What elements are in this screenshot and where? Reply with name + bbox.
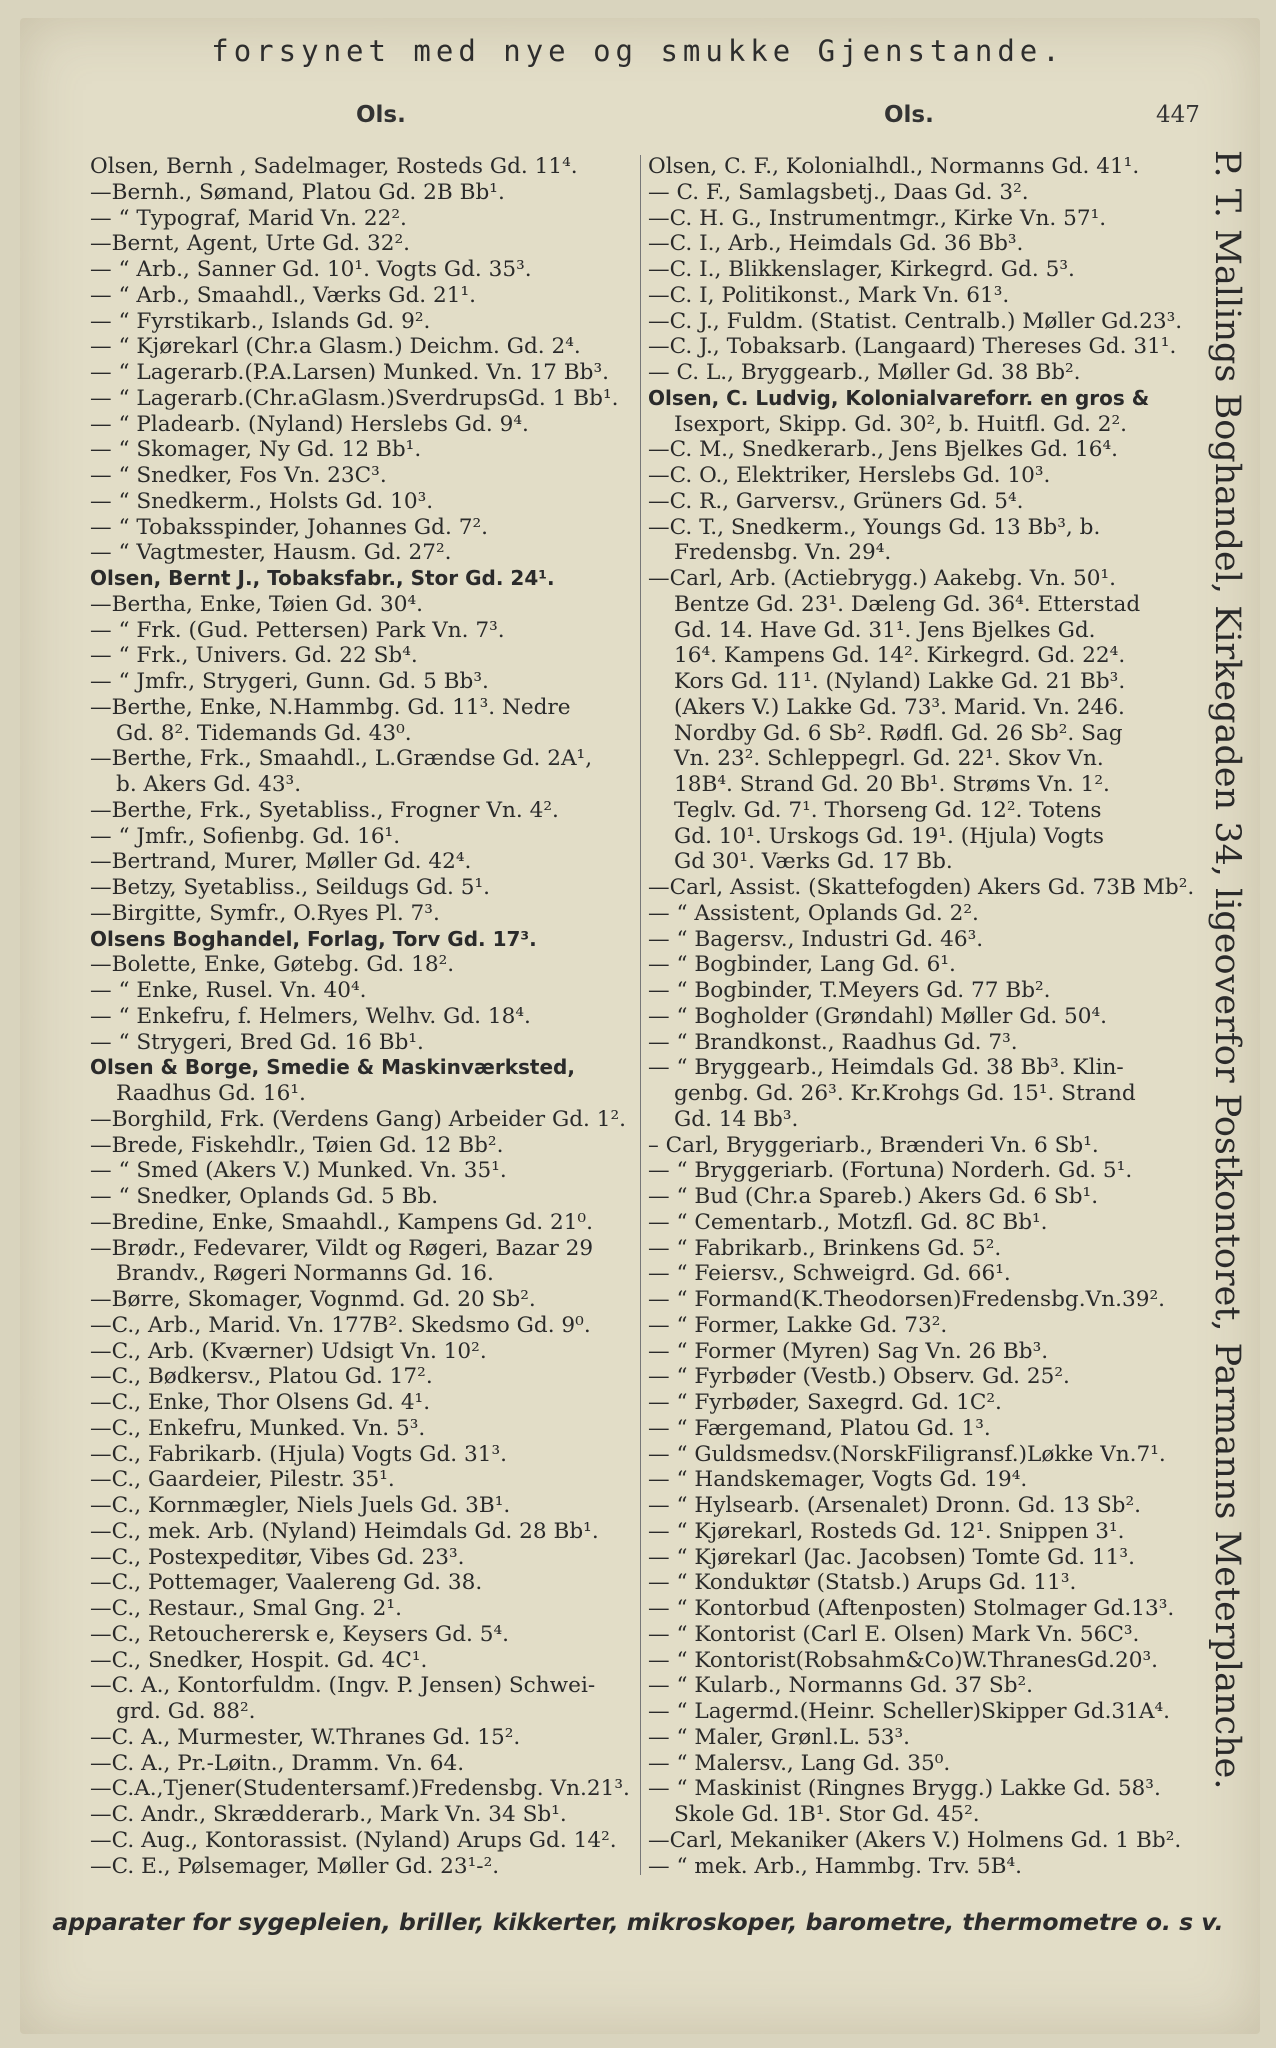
directory-entry-line: —Berthe, Frk., Syetabliss., Frogner Vn. 4².: [90, 797, 559, 823]
directory-entry-line: —C., Fabrikarb. (Hjula) Vogts Gd. 31³.: [90, 1441, 507, 1467]
directory-entry-line: — C. L., Bryggearb., Møller Gd. 38 Bb².: [648, 360, 1081, 385]
directory-entry-line: —Bertrand, Murer, Møller Gd. 42⁴.: [90, 849, 472, 875]
directory-entry-line: Skole Gd. 1B¹. Stor Gd. 45².: [674, 1802, 980, 1827]
directory-entry-line: b. Akers Gd. 43³.: [116, 772, 302, 797]
directory-entry-line: genbg. Gd. 26³. Kr.Krohgs Gd. 15¹. Strand: [674, 1081, 1136, 1106]
directory-entry-line: Teglv. Gd. 7¹. Thorseng Gd. 12². Totens: [674, 797, 1102, 823]
directory-entry-line: — “ Smed (Akers V.) Munked. Vn. 35¹.: [90, 1158, 507, 1184]
directory-entry-line: — “ Maler, Grønl.L. 53³.: [648, 1724, 911, 1750]
directory-entry-line: — “ Frk. (Gud. Pettersen) Park Vn. 7³.: [90, 617, 505, 643]
left-column: [90, 154, 642, 1905]
directory-entry-line: — “ Strygeri, Bred Gd. 16 Bb¹.: [90, 1029, 424, 1055]
directory-entry-line: —C. T., Snedkerm., Youngs Gd. 13 Bb³, b.: [648, 514, 1101, 540]
directory-entry-line: Olsen, Bernh , Sadelmager, Rosteds Gd. 11⁴.: [90, 154, 578, 179]
directory-entry-line: — “ Bud (Chr.a Spareb.) Akers Gd. 6 Sb¹.: [648, 1184, 1099, 1209]
page-number: 447: [1156, 102, 1200, 128]
directory-entry-line: — “ Pladearb. (Nyland) Herslebs Gd. 9⁴.: [90, 411, 529, 437]
directory-entry-line: —C., Restaur., Smal Gng. 2¹.: [90, 1596, 402, 1621]
directory-entry-line: —Bertha, Enke, Tøien Gd. 30⁴.: [90, 591, 423, 617]
right-column: [648, 154, 1196, 1879]
directory-entry-line: — “ Maskinist (Ringnes Brygg.) Lakke Gd. 58³.: [648, 1776, 1161, 1802]
directory-entry-line: Nordby Gd. 6 Sb². Rødfl. Gd. 26 Sb². Sag: [674, 720, 1123, 746]
directory-entry-line: —C. I., Blikkenslager, Kirkegrd. Gd. 5³.: [648, 257, 1075, 282]
directory-entry-line: — “ Formand(K.Theodorsen)Fredensbg.Vn.39².: [648, 1287, 1165, 1312]
directory-entry-line: — “ Fyrbøder (Vestb.) Observ. Gd. 25².: [648, 1364, 1070, 1390]
directory-entry-line: —C. A., Pr.-Løitn., Dramm. Vn. 64.: [90, 1750, 465, 1776]
directory-entry-line: Gd. 10¹. Urskogs Gd. 19¹. (Hjula) Vogts: [674, 823, 1104, 849]
directory-entry-line: — “ Handskemager, Vogts Gd. 19⁴.: [648, 1467, 1028, 1493]
directory-entry-line: —C., Postexpeditør, Vibes Gd. 23³.: [90, 1544, 465, 1570]
directory-entry-line: — “ Kularb., Normanns Gd. 37 Sb².: [648, 1673, 1034, 1699]
directory-entry-line: —C. E., Pølsemager, Møller Gd. 23¹-².: [90, 1853, 500, 1879]
directory-entry-line: —Brødr., Fedevarer, Vildt og Røgeri, Bazar 29: [90, 1235, 594, 1261]
directory-entry-line: —Carl, Mekaniker (Akers V.) Holmens Gd. 1 Bb².: [648, 1827, 1182, 1853]
directory-entry-line: Gd. 14. Have Gd. 31¹. Jens Bjelkes Gd.: [674, 617, 1096, 643]
directory-entry-line: —Carl, Assist. (Skattefogden) Akers Gd. 73B Mb².: [648, 875, 1195, 900]
left-column-heading: Ols.: [356, 102, 406, 128]
directory-entry-line: —C., Bødkersv., Platou Gd. 17².: [90, 1364, 433, 1390]
directory-entry-line: — “ Fyrstikarb., Islands Gd. 9².: [90, 308, 431, 334]
directory-entry-line: 16⁴. Kampens Gd. 14². Kirkegrd. Gd. 22⁴.: [674, 643, 1126, 669]
directory-entry-line: — “ Guldsmedsv.(NorskFiligransf.)Løkke Vn.7¹.: [648, 1441, 1166, 1467]
directory-entry-line: Bentze Gd. 23¹. Dæleng Gd. 36⁴. Etterstad: [674, 591, 1141, 617]
directory-entry-line: —C., Enke, Thor Olsens Gd. 4¹.: [90, 1390, 431, 1415]
directory-entry-line: Olsen & Borge, Smedie & Maskinværksted,: [90, 1055, 575, 1080]
directory-entry-line: —C., Arb., Marid. Vn. 177B². Skedsmo Gd. 9⁰.: [90, 1312, 591, 1338]
directory-entry-line: grd. Gd. 88².: [116, 1699, 256, 1724]
directory-entry-line: — “ Konduktør (Statsb.) Arups Gd. 11³.: [648, 1570, 1077, 1596]
directory-entry-line: — C. F., Samlagsbetj., Daas Gd. 3².: [648, 179, 1029, 205]
directory-entry-line: —C., Retoucherersk e, Keysers Gd. 5⁴.: [90, 1621, 510, 1647]
directory-entry-line: — “ Bogbinder, T.Meyers Gd. 77 Bb².: [648, 978, 1051, 1003]
directory-entry-line: Fredensbg. Vn. 29⁴.: [674, 540, 892, 566]
directory-entry-line: —C. O., Elektriker, Herslebs Gd. 10³.: [648, 463, 1051, 488]
directory-entry-line: —Brede, Fiskehdlr., Tøien Gd. 12 Bb².: [90, 1132, 504, 1158]
directory-entry-line: —Carl, Arb. (Actiebrygg.) Aakebg. Vn. 50¹.: [648, 566, 1116, 591]
directory-entry-line: Isexport, Skipp. Gd. 30², b. Huitfl. Gd. 2².: [674, 411, 1128, 437]
directory-entry-line: — “ Enke, Rusel. Vn. 40⁴.: [90, 978, 367, 1003]
directory-entry-line: —Borghild, Frk. (Verdens Gang) Arbeider Gd. 1².: [90, 1106, 627, 1132]
directory-entry-line: — “ Færgemand, Platou Gd. 1³.: [648, 1415, 991, 1441]
directory-entry-line: — “ Typograf, Marid Vn. 22².: [90, 205, 407, 231]
directory-entry-line: — “ Former (Myren) Sag Vn. 26 Bb³.: [648, 1338, 1049, 1364]
directory-entry-line: — “ Arb., Smaahdl., Værks Gd. 21¹.: [90, 282, 476, 308]
directory-entry-line: Vn. 23². Schleppegrl. Gd. 22¹. Skov Vn.: [674, 746, 1104, 772]
directory-entry-line: — “ Skomager, Ny Gd. 12 Bb¹.: [90, 437, 422, 463]
directory-entry-line: Brandv., Røgeri Normanns Gd. 16.: [116, 1261, 494, 1287]
directory-entry-line: 18B⁴. Strand Gd. 20 Bb¹. Strøms Vn. 1².: [674, 772, 1110, 797]
directory-entry-line: —C., Arb. (Kværner) Udsigt Vn. 10².: [90, 1338, 487, 1364]
directory-entry-line: —C., Pottemager, Vaalereng Gd. 38.: [90, 1570, 483, 1596]
directory-entry-line: —C. H. G., Instrumentmgr., Kirke Vn. 57¹.: [648, 205, 1107, 231]
directory-entry-line: — “ Kontorist(Robsahm&Co)W.ThranesGd.20³.: [648, 1647, 1158, 1673]
directory-entry-line: — “ mek. Arb., Hammbg. Trv. 5B⁴.: [648, 1853, 1023, 1879]
side-advertisement: P. T. Mallings Boghandel, Kirkegaden 34, ligeoverfor Postkontoret, Parmanns Meterplanche.: [1207, 150, 1247, 1790]
directory-entry-line: Gd. 8². Tidemands Gd. 43⁰.: [116, 720, 412, 746]
directory-entry-line: —C. Aug., Kontorassist. (Nyland) Arups Gd. 14².: [90, 1827, 617, 1853]
directory-entry-line: — “ Jmfr., Sofienbg. Gd. 16¹.: [90, 823, 401, 849]
directory-entry-line: —C. J., Tobaksarb. (Langaard) Thereses Gd. 31¹.: [648, 334, 1177, 360]
directory-entry-line: — “ Feiersv., Schweigrd. Gd. 66¹.: [648, 1261, 1011, 1287]
directory-entry-line: — “ Lagerarb.(Chr.aGlasm.)SverdrupsGd. 1 Bb¹.: [90, 385, 619, 411]
directory-entry-line: Olsens Boghandel, Forlag, Torv Gd. 17³.: [90, 926, 537, 951]
directory-entry-line: [90, 1879, 642, 1905]
directory-entry-line: —C. A., Kontorfuldm. (Ingv. P. Jensen) Schwei-: [90, 1673, 596, 1699]
directory-entry-line: Gd. 14 Bb³.: [674, 1106, 799, 1132]
directory-entry-line: —C. J., Fuldm. (Statist. Centralb.) Møller Gd.23³.: [648, 308, 1183, 334]
directory-entry-line: — “ Cementarb., Motzfl. Gd. 8C Bb¹.: [648, 1209, 1048, 1235]
directory-entry-line: — “ Tobaksspinder, Johannes Gd. 7².: [90, 514, 488, 540]
directory-entry-line: Olsen, Bernt J., Tobaksfabr., Stor Gd. 24¹.: [90, 566, 555, 590]
directory-entry-line: — “ Kjørekarl, Rosteds Gd. 12¹. Snippen 3¹.: [648, 1518, 1125, 1544]
directory-entry-line: — “ Jmfr., Strygeri, Gunn. Gd. 5 Bb³.: [90, 669, 489, 694]
directory-entry-line: — “ Snedker, Oplands Gd. 5 Bb.: [90, 1184, 439, 1209]
directory-entry-line: —Bernh., Sømand, Platou Gd. 2B Bb¹.: [90, 179, 505, 205]
directory-entry-line: —C. R., Garversv., Grüners Gd. 5⁴.: [648, 488, 1024, 514]
directory-entry-line: —Bolette, Enke, Gøtebg. Gd. 18².: [90, 952, 455, 978]
directory-entry-line: —Birgitte, Symfr., O.Ryes Pl. 7³.: [90, 900, 440, 926]
directory-entry-line: — “ Fyrbøder, Saxegrd. Gd. 1C².: [648, 1390, 1002, 1415]
directory-entry-line: —C., Gaardeier, Pilestr. 35¹.: [90, 1467, 395, 1493]
directory-entry-line: —C. I., Arb., Heimdals Gd. 36 Bb³.: [648, 231, 1024, 257]
directory-entry-line: — “ Enkefru, f. Helmers, Welhv. Gd. 18⁴.: [90, 1003, 531, 1029]
directory-entry-line: — “ Bogholder (Grøndahl) Møller Gd. 50⁴.: [648, 1003, 1108, 1029]
directory-entry-line: —Børre, Skomager, Vognmd. Gd. 20 Sb².: [90, 1287, 536, 1312]
directory-entry-line: — “ Bryggearb., Heimdals Gd. 38 Bb³. Klin-: [648, 1055, 1124, 1081]
directory-entry-line: —C., Snedker, Hospit. Gd. 4C¹.: [90, 1647, 428, 1673]
directory-entry-line: — “ Kontorbud (Aftenposten) Stolmager Gd.13³.: [648, 1596, 1175, 1621]
directory-entry-line: Kors Gd. 11¹. (Nyland) Lakke Gd. 21 Bb³.: [674, 669, 1126, 694]
directory-entry-line: —Bredine, Enke, Smaahdl., Kampens Gd. 21⁰.: [90, 1209, 593, 1235]
directory-entry-line: — “ Lagermd.(Heinr. Scheller)Skipper Gd.31A⁴.: [648, 1699, 1171, 1724]
directory-entry-line: Raadhus Gd. 16¹.: [116, 1081, 306, 1106]
directory-entry-line: —C. A., Murmester, W.Thranes Gd. 15².: [90, 1724, 521, 1750]
bottom-advertisement-banner: apparater for sygepleien, briller, kikkerter, mikroskoper, barometre, thermometre o. s v.: [52, 1908, 1224, 1936]
directory-entry-line: — “ Bagersv., Industri Gd. 46³.: [648, 926, 984, 952]
directory-entry-line: — “ Assistent, Oplands Gd. 2².: [648, 900, 979, 926]
directory-entry-line: — “ Kjørekarl (Jac. Jacobsen) Tomte Gd. 11³.: [648, 1544, 1135, 1570]
directory-entry-line: —C. M., Snedkerarb., Jens Bjelkes Gd. 16⁴.: [648, 437, 1119, 463]
directory-entry-line: — “ Vagtmester, Hausm. Gd. 27².: [90, 540, 452, 566]
directory-entry-line: —Bernt, Agent, Urte Gd. 32².: [90, 231, 411, 257]
directory-entry-line: —Berthe, Enke, N.Hammbg. Gd. 11³. Nedre: [90, 694, 571, 720]
right-column-heading: Ols.: [884, 102, 934, 128]
directory-entry-line: — “ Lagerarb.(P.A.Larsen) Munked. Vn. 17 Bb³.: [90, 360, 609, 385]
directory-entry-line: —C.A.,Tjener(Studentersamf.)Fredensbg. Vn.21³.: [90, 1776, 630, 1802]
directory-entry-line: —C., mek. Arb. (Nyland) Heimdals Gd. 28 Bb¹.: [90, 1518, 599, 1544]
directory-entry-line: — “ Malersv., Lang Gd. 35⁰.: [648, 1750, 951, 1776]
directory-entry-line: Olsen, C. F., Kolonialhdl., Normanns Gd. 41¹.: [648, 154, 1140, 179]
directory-entry-line: Olsen, C. Ludvig, Kolonialvareforr. en gros &: [648, 385, 1150, 410]
directory-entry-line: — “ Kjørekarl (Chr.a Glasm.) Deichm. Gd. 2⁴.: [90, 334, 581, 360]
directory-entry-line: — “ Fabrikarb., Brinkens Gd. 5².: [648, 1235, 1002, 1261]
directory-entry-line: — “ Kontorist (Carl E. Olsen) Mark Vn. 56C³.: [648, 1621, 1140, 1647]
directory-entry-line: — “ Snedker, Fos Vn. 23C³.: [90, 463, 387, 488]
directory-entry-line: — “ Bogbinder, Lang Gd. 6¹.: [648, 952, 956, 978]
directory-entry-line: (Akers V.) Lakke Gd. 73³. Marid. Vn. 246.: [674, 694, 1125, 720]
directory-entry-line: – Carl, Bryggeriarb., Brænderi Vn. 6 Sb¹.: [648, 1132, 1099, 1158]
directory-entry-line: — “ Former, Lakke Gd. 73².: [648, 1312, 948, 1338]
directory-entry-line: — “ Frk., Univers. Gd. 22 Sb⁴.: [90, 643, 418, 669]
directory-entry-line: —C., Enkefru, Munked. Vn. 5³.: [90, 1415, 426, 1441]
top-advertisement-banner: forsynet med nye og smukke Gjenstande.: [211, 34, 1065, 68]
directory-entry-line: — “ Bryggeriarb. (Fortuna) Norderh. Gd. 5¹.: [648, 1158, 1133, 1184]
directory-entry-line: —Betzy, Syetabliss., Seildugs Gd. 5¹.: [90, 875, 491, 900]
directory-entry-line: —C., Kornmægler, Niels Juels Gd. 3B¹.: [90, 1493, 511, 1518]
directory-entry-line: —C. Andr., Skrædderarb., Mark Vn. 34 Sb¹.: [90, 1802, 567, 1827]
directory-entry-line: —C. I, Politikonst., Mark Vn. 61³.: [648, 282, 1010, 308]
directory-entry-line: Gd 30¹. Værks Gd. 17 Bb.: [674, 849, 953, 875]
directory-entry-line: — “ Hylsearb. (Arsenalet) Dronn. Gd. 13 Sb².: [648, 1493, 1141, 1518]
directory-entry-line: —Berthe, Frk., Smaahdl., L.Grændse Gd. 2A¹,: [90, 746, 593, 772]
directory-entry-line: — “ Arb., Sanner Gd. 10¹. Vogts Gd. 35³.: [90, 257, 532, 282]
directory-entry-line: — “ Snedkerm., Holsts Gd. 10³.: [90, 488, 434, 514]
directory-entry-line: — “ Brandkonst., Raadhus Gd. 7³.: [648, 1029, 1018, 1055]
